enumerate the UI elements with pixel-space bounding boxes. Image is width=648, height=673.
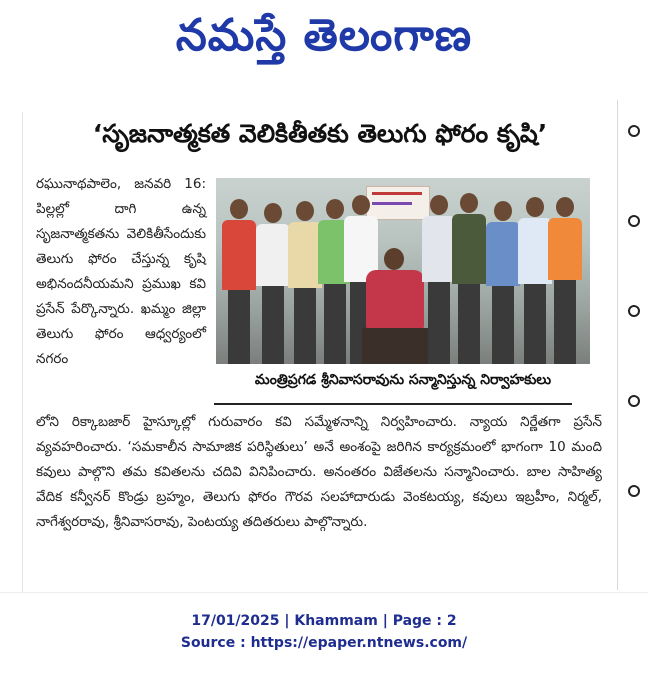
person-figure — [288, 201, 322, 364]
article-column-text: రఘునాథపాలెం, జనవరి 16: పిల్లల్లో దాగి ఉన్న సృజనాత్మకతను వెలికితీసేందుకు తెలుగు ఫోరం చేస్తున్న కృషి అభినందనీయమని ప్రముఖ కవి ప్రసేన్ పేర్కొన్నారు. ఖమ్మం జిల్లా తెలుగు ఫోరం ఆధ్వర్యంలో నగరం — [36, 176, 206, 367]
person-figure — [222, 199, 256, 364]
honoree-head — [384, 248, 404, 270]
article-photo — [216, 178, 590, 364]
person-figure — [422, 195, 456, 364]
bottom-divider — [0, 592, 648, 593]
masthead — [0, 6, 648, 76]
left-divider — [22, 112, 23, 592]
person-figure — [486, 201, 520, 364]
article-body-text: లోని రిక్కాబజార్ హైస్కూల్లో గురువారం కవి సమ్మేళనాన్ని నిర్వహించారు. న్యాయ నిర్ణేతగా ప్రసేన్ వ్యవహరించారు. ‘సమకాలీన సామాజిక పరిస్థితులు’ అనే అంశంపై జరిగిన కార్యక్రమంలో భాగంగా 10 మంది కవులు పాల్గొని తమ కవితలను చదివి వినిపించారు. అనంతరం విజేతలను సన్మానించారు. బాల సాహిత్య వేదిక కన్వీనర్ కొండ్రు బ్రహ్మం, తెలుగు ఫోరం గౌరవ సలహాదారుడు వెంకటయ్య, కవులు ఇబ్రహీం, నిర్మల్, నాగేశ్వరరావు, శ్రీనివాసరావు, పెంటయ్య తదితరులు పాల్గొన్నారు. — [36, 414, 602, 530]
person-figure — [518, 197, 552, 364]
chair — [362, 328, 428, 364]
person-figure — [256, 203, 290, 364]
masthead-title: నమస్తే తెలంగాణ — [175, 10, 473, 61]
article-body — [36, 410, 602, 535]
article-column — [36, 172, 206, 372]
footer-source: Source : https://epaper.ntnews.com/ — [180, 635, 468, 651]
footer-meta: 17/01/2025 | Khammam | Page : 2 — [191, 613, 457, 629]
source-footer — [0, 610, 648, 654]
photo-caption: మంత్రిప్రగడ శ్రీనివాసరావును సన్మానిస్తున్న నిర్వాహకులు — [254, 371, 552, 388]
right-divider — [617, 100, 618, 590]
person-figure — [548, 197, 582, 364]
caption-divider — [214, 403, 572, 405]
adjacent-column-fragment — [626, 125, 646, 585]
honoree-shawl — [366, 270, 424, 330]
person-figure — [452, 193, 486, 364]
article-headline: ‘సృజనాత్మకత వెలికితీతకు తెలుగు ఫోరం కృషి’ — [92, 119, 548, 148]
